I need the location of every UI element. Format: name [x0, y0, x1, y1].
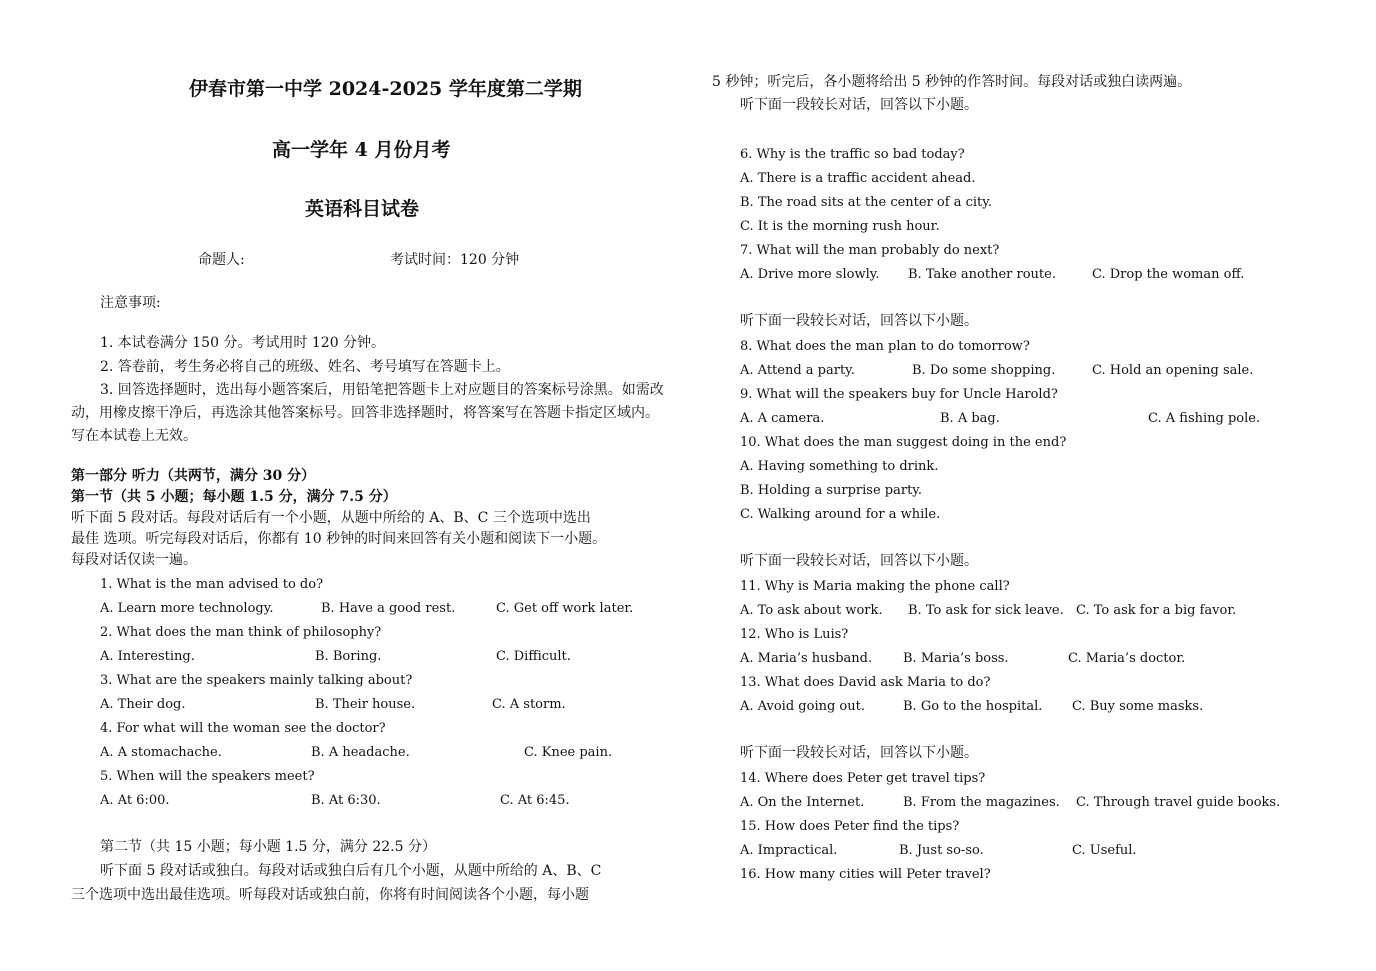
- notes-item-3-line-3: 写在本试卷上无效。: [71, 428, 197, 444]
- notes-heading: 注意事项:: [100, 295, 161, 311]
- question-12-option-b: B. Maria’s boss.: [903, 651, 1009, 666]
- question-12-stem: 12. Who is Luis?: [740, 627, 849, 642]
- question-13-stem: 13. What does David ask Maria to do?: [740, 675, 991, 690]
- section1-instruction-line-1: 听下面 5 段对话。每段对话后有一个小题，从题中所给的 A、B、C 三个选项中选出: [71, 510, 591, 526]
- question-2-option-a: A. Interesting.: [100, 649, 195, 664]
- question-3-stem: 3. What are the speakers mainly talking about?: [100, 673, 413, 688]
- notes-item-3-line-2: 动，用橡皮擦干净后，再选涂其他答案标号。回答非选择题时，将答案写在答题卡指定区域内。: [71, 405, 659, 421]
- question-6-option-b: B. The road sits at the center of a city.: [740, 195, 992, 210]
- question-7-stem: 7. What will the man probably do next?: [740, 243, 1000, 258]
- question-10-option-c: C. Walking around for a while.: [740, 507, 941, 522]
- question-2-option-b: B. Boring.: [315, 649, 382, 664]
- listen-prompt-1: 听下面一段较长对话，回答以下小题。: [740, 97, 978, 113]
- question-13-option-b: B. Go to the hospital.: [903, 699, 1043, 714]
- question-5-option-c: C. At 6:45.: [500, 793, 570, 808]
- question-9-option-a: A. A camera.: [740, 411, 825, 426]
- question-15-option-c: C. Useful.: [1072, 843, 1137, 858]
- listen-prompt-4: 听下面一段较长对话，回答以下小题。: [740, 745, 978, 761]
- question-1-option-c: C. Get off work later.: [496, 601, 634, 616]
- question-1-stem: 1. What is the man advised to do?: [100, 577, 324, 592]
- question-15-option-a: A. Impractical.: [740, 843, 838, 858]
- question-1-option-b: B. Have a good rest.: [321, 601, 456, 616]
- question-13-option-a: A. Avoid going out.: [740, 699, 865, 714]
- question-16-stem: 16. How many cities will Peter travel?: [740, 867, 991, 882]
- section1-instruction-line-3: 每段对话仅读一遍。: [71, 552, 197, 568]
- question-3-option-b: B. Their house.: [315, 697, 416, 712]
- question-7-option-a: A. Drive more slowly.: [740, 267, 880, 282]
- section2-instruction-line-1: 听下面 5 段对话或独白。每段对话或独白后有几个小题，从题中所给的 A、B、C: [100, 863, 602, 879]
- time-label: 考试时间：120 分钟: [390, 252, 520, 268]
- subject-title: 英语科目试卷: [305, 198, 420, 220]
- question-2-stem: 2. What does the man think of philosophy?: [100, 625, 382, 640]
- question-5-option-b: B. At 6:30.: [311, 793, 381, 808]
- question-12-option-c: C. Maria’s doctor.: [1068, 651, 1186, 666]
- question-4-option-c: C. Knee pain.: [524, 745, 613, 760]
- question-11-option-c: C. To ask for a big favor.: [1076, 603, 1237, 618]
- question-15-option-b: B. Just so-so.: [899, 843, 984, 858]
- question-7-option-b: B. Take another route.: [908, 267, 1056, 282]
- question-1-option-a: A. Learn more technology.: [100, 601, 274, 616]
- question-11-option-b: B. To ask for sick leave.: [908, 603, 1064, 618]
- question-12-option-a: A. Maria’s husband.: [740, 651, 873, 666]
- question-8-option-b: B. Do some shopping.: [912, 363, 1056, 378]
- question-6-option-a: A. There is a traffic accident ahead.: [740, 171, 976, 186]
- question-11-stem: 11. Why is Maria making the phone call?: [740, 579, 1010, 594]
- question-14-option-b: B. From the magazines.: [903, 795, 1060, 810]
- question-4-stem: 4. For what will the woman see the doctor?: [100, 721, 386, 736]
- question-14-option-c: C. Through travel guide books.: [1076, 795, 1281, 810]
- question-4-option-a: A. A stomachache.: [100, 745, 222, 760]
- section2-heading: 第二节（共 15 小题；每小题 1.5 分，满分 22.5 分）: [100, 839, 436, 855]
- listen-prompt-3: 听下面一段较长对话，回答以下小题。: [740, 553, 978, 569]
- listen-prompt-2: 听下面一段较长对话，回答以下小题。: [740, 313, 978, 329]
- part1-heading: 第一部分 听力（共两节，满分 30 分）: [71, 468, 316, 484]
- question-7-option-c: C. Drop the woman off.: [1092, 267, 1245, 282]
- question-15-stem: 15. How does Peter find the tips?: [740, 819, 960, 834]
- question-3-option-c: C. A storm.: [492, 697, 566, 712]
- section1-heading: 第一节（共 5 小题；每小题 1.5 分，满分 7.5 分）: [71, 489, 397, 505]
- section2-instruction-line-3: 5 秒钟；听完后，各小题将给出 5 秒钟的作答时间。每段对话或独白读两遍。: [712, 74, 1192, 90]
- notes-item-2: 2. 答卷前，考生务必将自己的班级、姓名、考号填写在答题卡上。: [100, 359, 510, 375]
- question-14-stem: 14. Where does Peter get travel tips?: [740, 771, 986, 786]
- question-4-option-b: B. A headache.: [311, 745, 410, 760]
- question-9-option-b: B. A bag.: [940, 411, 1000, 426]
- question-8-stem: 8. What does the man plan to do tomorrow?: [740, 339, 1030, 354]
- question-6-option-c: C. It is the morning rush hour.: [740, 219, 940, 234]
- question-11-option-a: A. To ask about work.: [740, 603, 883, 618]
- question-5-stem: 5. When will the speakers meet?: [100, 769, 315, 784]
- question-3-option-a: A. Their dog.: [100, 697, 186, 712]
- section2-instruction-line-2: 三个选项中选出最佳选项。听每段对话或独白前，你将有时间阅读各个小题，每小题: [71, 887, 589, 903]
- author-label: 命题人:: [198, 252, 245, 268]
- question-14-option-a: A. On the Internet.: [740, 795, 865, 810]
- question-6-stem: 6. Why is the traffic so bad today?: [740, 147, 965, 162]
- question-2-option-c: C. Difficult.: [496, 649, 571, 664]
- question-10-stem: 10. What does the man suggest doing in the end?: [740, 435, 1067, 450]
- notes-item-1: 1. 本试卷满分 150 分。考试用时 120 分钟。: [100, 335, 386, 351]
- notes-item-3-line-1: 3. 回答选择题时，选出每小题答案后，用铅笔把答题卡上对应题目的答案标号涂黑。如需改: [100, 382, 664, 398]
- section1-instruction-line-2: 最佳 选项。听完每段对话后，你都有 10 秒钟的时间来回答有关小题和阅读下一小题。: [71, 531, 607, 547]
- question-13-option-c: C. Buy some masks.: [1072, 699, 1204, 714]
- question-8-option-a: A. Attend a party.: [740, 363, 855, 378]
- question-9-stem: 9. What will the speakers buy for Uncle Harold?: [740, 387, 1058, 402]
- question-8-option-c: C. Hold an opening sale.: [1092, 363, 1254, 378]
- question-9-option-c: C. A fishing pole.: [1148, 411, 1261, 426]
- question-10-option-b: B. Holding a surprise party.: [740, 483, 923, 498]
- exam-title: 高一学年 4 月份月考: [272, 139, 451, 161]
- school-title: 伊春市第一中学 2024-2025 学年度第二学期: [189, 78, 582, 100]
- question-10-option-a: A. Having something to drink.: [740, 459, 939, 474]
- question-5-option-a: A. At 6:00.: [100, 793, 170, 808]
